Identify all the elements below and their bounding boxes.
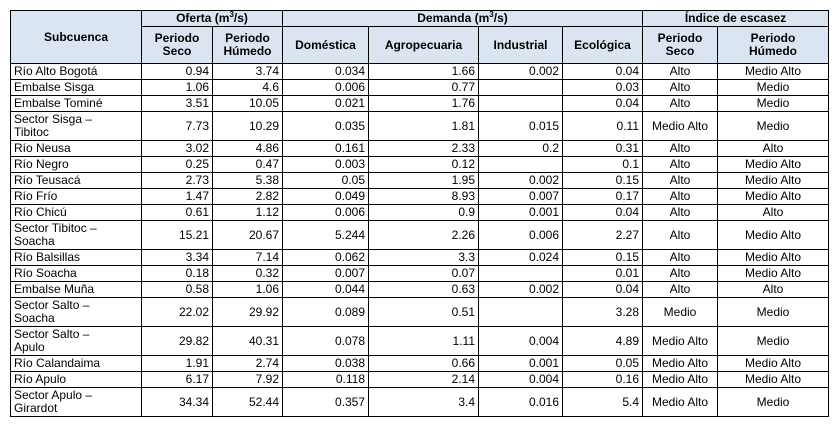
ecologica-cell: 0.04 [563, 64, 643, 80]
industrial-cell [479, 298, 563, 327]
oferta-humedo-cell: 2.82 [213, 189, 283, 205]
ecologica-cell: 0.11 [563, 112, 643, 141]
oferta-seco-header: Periodo Seco [142, 27, 213, 64]
agropecuaria-cell: 1.95 [369, 173, 479, 189]
indice-humedo-cell: Medio [718, 96, 829, 112]
oferta-humedo-cell: 7.92 [213, 372, 283, 388]
indice-seco-cell: Medio Alto [643, 356, 718, 372]
industrial-cell: 0.002 [479, 173, 563, 189]
indice-seco-cell: Medio Alto [643, 388, 718, 417]
agropecuaria-cell: 2.26 [369, 221, 479, 250]
indice-seco-header: Periodo Seco [643, 27, 718, 64]
oferta-seco-cell: 3.02 [142, 141, 213, 157]
oferta-seco-cell: 0.18 [142, 266, 213, 282]
ecologica-cell: 2.27 [563, 221, 643, 250]
ecologica-cell: 0.15 [563, 173, 643, 189]
indice-seco-cell: Alto [643, 80, 718, 96]
ecologica-cell: 0.16 [563, 372, 643, 388]
domestica-cell: 0.044 [283, 282, 369, 298]
indice-header: Índice de escasez [643, 11, 829, 27]
agropecuaria-cell: 2.14 [369, 372, 479, 388]
subcuenca-cell: Río Apulo [11, 372, 142, 388]
subcuenca-cell: Embalse Tominé [11, 96, 142, 112]
indice-humedo-header: Periodo Húmedo [718, 27, 829, 64]
oferta-seco-cell: 1.06 [142, 80, 213, 96]
oferta-seco-cell: 7.73 [142, 112, 213, 141]
indice-humedo-cell: Medio Alto [718, 221, 829, 250]
oferta-humedo-cell: 20.67 [213, 221, 283, 250]
subcuenca-cell: Embalse Sisga [11, 80, 142, 96]
indice-humedo-cell: Medio [718, 80, 829, 96]
table-row [11, 250, 829, 266]
indice-humedo-cell: Alto [718, 205, 829, 221]
oferta-seco-cell: 22.02 [142, 298, 213, 327]
domestica-cell: 0.05 [283, 173, 369, 189]
oferta-seco-cell: 29.82 [142, 327, 213, 356]
indice-humedo-cell: Medio [718, 298, 829, 327]
oferta-humedo-cell: 4.6 [213, 80, 283, 96]
agropecuaria-cell: 0.07 [369, 266, 479, 282]
oferta-seco-cell: 3.51 [142, 96, 213, 112]
industrial-cell: 0.006 [479, 221, 563, 250]
domestica-cell: 0.118 [283, 372, 369, 388]
agropecuaria-cell: 3.3 [369, 250, 479, 266]
table-row [11, 64, 829, 80]
ecologica-cell: 0.04 [563, 282, 643, 298]
ecologica-cell: 0.17 [563, 189, 643, 205]
indice-seco-cell: Medio Alto [643, 112, 718, 141]
domestica-cell: 0.038 [283, 356, 369, 372]
domestica-cell: 0.049 [283, 189, 369, 205]
indice-humedo-cell: Medio [718, 327, 829, 356]
domestica-cell: 0.357 [283, 388, 369, 417]
escasez-table [10, 10, 829, 417]
industrial-cell: 0.001 [479, 205, 563, 221]
ecologica-cell: 5.4 [563, 388, 643, 417]
agropecuaria-cell: 0.9 [369, 205, 479, 221]
ecologica-cell: 0.04 [563, 96, 643, 112]
oferta-humedo-cell: 1.06 [213, 282, 283, 298]
oferta-header: Oferta $(m^3/s)$ [142, 11, 283, 27]
indice-seco-cell: Alto [643, 189, 718, 205]
subcuenca-cell: Río Soacha [11, 266, 142, 282]
ecologica-cell: 0.01 [563, 266, 643, 282]
table-row [11, 96, 829, 112]
industrial-cell: 0.002 [479, 64, 563, 80]
table-row [11, 157, 829, 173]
table-row [11, 356, 829, 372]
ecologica-cell: 3.28 [563, 298, 643, 327]
oferta-seco-cell: 0.58 [142, 282, 213, 298]
table-row [11, 327, 829, 356]
table-row [11, 298, 829, 327]
industrial-cell: 0.015 [479, 112, 563, 141]
subcuenca-header: Subcuenca [11, 11, 142, 64]
indice-seco-cell: Alto [643, 141, 718, 157]
industrial-cell [479, 157, 563, 173]
indice-humedo-cell: Medio Alto [718, 356, 829, 372]
ecologica-cell: 0.15 [563, 250, 643, 266]
industrial-cell: 0.024 [479, 250, 563, 266]
oferta-humedo-header: Periodo Húmedo [213, 27, 283, 64]
indice-humedo-cell: Medio Alto [718, 250, 829, 266]
industrial-cell [479, 80, 563, 96]
oferta-seco-cell: 0.94 [142, 64, 213, 80]
subcuenca-cell: Embalse Muña [11, 282, 142, 298]
subcuenca-cell: Sector Apulo – Girardot [11, 388, 142, 417]
agropecuaria-header: Agropecuaria [369, 27, 479, 64]
indice-seco-cell: Alto [643, 173, 718, 189]
indice-humedo-cell: Medio Alto [718, 173, 829, 189]
oferta-humedo-cell: 52.44 [213, 388, 283, 417]
agropecuaria-cell: 3.4 [369, 388, 479, 417]
domestica-cell: 0.006 [283, 205, 369, 221]
indice-seco-cell: Alto [643, 157, 718, 173]
subcuenca-cell: Río Negro [11, 157, 142, 173]
indice-humedo-cell: Medio [718, 388, 829, 417]
agropecuaria-cell: 0.77 [369, 80, 479, 96]
ecologica-cell: 0.05 [563, 356, 643, 372]
table-row [11, 266, 829, 282]
oferta-seco-cell: 3.34 [142, 250, 213, 266]
industrial-header: Industrial [479, 27, 563, 64]
subcuenca-cell: Río Chicú [11, 205, 142, 221]
domestica-cell: 0.007 [283, 266, 369, 282]
indice-seco-cell: Alto [643, 64, 718, 80]
table-body [11, 64, 829, 417]
indice-humedo-cell: Medio Alto [718, 266, 829, 282]
industrial-cell: 0.004 [479, 372, 563, 388]
indice-humedo-cell: Alto [718, 141, 829, 157]
agropecuaria-cell: 1.81 [369, 112, 479, 141]
agropecuaria-cell: 0.12 [369, 157, 479, 173]
indice-humedo-cell: Medio Alto [718, 189, 829, 205]
oferta-seco-cell: 1.91 [142, 356, 213, 372]
agropecuaria-cell: 0.51 [369, 298, 479, 327]
industrial-cell: 0.001 [479, 356, 563, 372]
subcuenca-cell: Río Balsillas [11, 250, 142, 266]
indice-humedo-cell: Medio Alto [718, 157, 829, 173]
table-row [11, 141, 829, 157]
indice-seco-cell: Medio Alto [643, 327, 718, 356]
subcuenca-cell: Río Teusacá [11, 173, 142, 189]
ecologica-cell: 4.89 [563, 327, 643, 356]
table-row [11, 173, 829, 189]
oferta-seco-cell: 0.25 [142, 157, 213, 173]
oferta-humedo-cell: 3.74 [213, 64, 283, 80]
indice-humedo-cell: Alto [718, 282, 829, 298]
domestica-cell: 0.003 [283, 157, 369, 173]
oferta-seco-cell: 2.73 [142, 173, 213, 189]
oferta-humedo-cell: 10.05 [213, 96, 283, 112]
oferta-humedo-cell: 40.31 [213, 327, 283, 356]
oferta-humedo-cell: 4.86 [213, 141, 283, 157]
table-row [11, 372, 829, 388]
oferta-humedo-cell: 5.38 [213, 173, 283, 189]
oferta-humedo-cell: 0.32 [213, 266, 283, 282]
domestica-cell: 0.021 [283, 96, 369, 112]
table-row [11, 189, 829, 205]
industrial-cell [479, 266, 563, 282]
subcuenca-cell: Sector Tibitoc – Soacha [11, 221, 142, 250]
subcuenca-cell: Río Alto Bogotá [11, 64, 142, 80]
table-row [11, 205, 829, 221]
indice-seco-cell: Alto [643, 205, 718, 221]
agropecuaria-cell: 1.66 [369, 64, 479, 80]
oferta-humedo-cell: 2.74 [213, 356, 283, 372]
industrial-cell: 0.007 [479, 189, 563, 205]
oferta-seco-cell: 6.17 [142, 372, 213, 388]
ecologica-cell: 0.03 [563, 80, 643, 96]
domestica-cell: 0.034 [283, 64, 369, 80]
oferta-humedo-cell: 0.47 [213, 157, 283, 173]
subcuenca-cell: Río Neusa [11, 141, 142, 157]
table-header [11, 11, 829, 64]
oferta-seco-cell: 15.21 [142, 221, 213, 250]
agropecuaria-cell: 8.93 [369, 189, 479, 205]
ecologica-header: Ecológica [563, 27, 643, 64]
industrial-cell: 0.004 [479, 327, 563, 356]
subcuenca-cell: Sector Salto – Apulo [11, 327, 142, 356]
oferta-seco-cell: 1.47 [142, 189, 213, 205]
subcuenca-cell: Río Frío [11, 189, 142, 205]
agropecuaria-cell: 0.63 [369, 282, 479, 298]
oferta-humedo-cell: 10.29 [213, 112, 283, 141]
domestica-cell: 0.161 [283, 141, 369, 157]
table-row [11, 112, 829, 141]
oferta-seco-cell: 34.34 [142, 388, 213, 417]
domestica-cell: 0.089 [283, 298, 369, 327]
table-row [11, 80, 829, 96]
indice-seco-cell: Alto [643, 266, 718, 282]
indice-seco-cell: Medio Alto [643, 372, 718, 388]
domestica-cell: 0.078 [283, 327, 369, 356]
domestica-cell: 0.062 [283, 250, 369, 266]
indice-seco-cell: Alto [643, 221, 718, 250]
demanda-header: Demanda $(m^3/s)$ [283, 11, 643, 27]
subcuenca-cell: Sector Sisga – Tibitoc [11, 112, 142, 141]
indice-seco-cell: Alto [643, 96, 718, 112]
agropecuaria-cell: 2.33 [369, 141, 479, 157]
industrial-cell: 0.002 [479, 282, 563, 298]
oferta-humedo-cell: 7.14 [213, 250, 283, 266]
industrial-cell [479, 96, 563, 112]
indice-humedo-cell: Medio [718, 112, 829, 141]
industrial-cell: 0.016 [479, 388, 563, 417]
ecologica-cell: 0.1 [563, 157, 643, 173]
indice-seco-cell: Alto [643, 250, 718, 266]
indice-seco-cell: Alto [643, 282, 718, 298]
industrial-cell: 0.2 [479, 141, 563, 157]
domestica-cell: 0.035 [283, 112, 369, 141]
agropecuaria-cell: 1.76 [369, 96, 479, 112]
subcuenca-cell: Río Calandaima [11, 356, 142, 372]
table-row [11, 388, 829, 417]
ecologica-cell: 0.31 [563, 141, 643, 157]
domestica-cell: 5.244 [283, 221, 369, 250]
subcuenca-cell: Sector Salto – Soacha [11, 298, 142, 327]
oferta-humedo-cell: 1.12 [213, 205, 283, 221]
oferta-seco-cell: 0.61 [142, 205, 213, 221]
ecologica-cell: 0.04 [563, 205, 643, 221]
indice-humedo-cell: Medio Alto [718, 64, 829, 80]
domestica-cell: 0.006 [283, 80, 369, 96]
indice-seco-cell: Medio [643, 298, 718, 327]
table-row [11, 282, 829, 298]
agropecuaria-cell: 1.11 [369, 327, 479, 356]
table-row [11, 221, 829, 250]
oferta-humedo-cell: 29.92 [213, 298, 283, 327]
domestica-header: Doméstica [283, 27, 369, 64]
agropecuaria-cell: 0.66 [369, 356, 479, 372]
indice-humedo-cell: Medio Alto [718, 372, 829, 388]
